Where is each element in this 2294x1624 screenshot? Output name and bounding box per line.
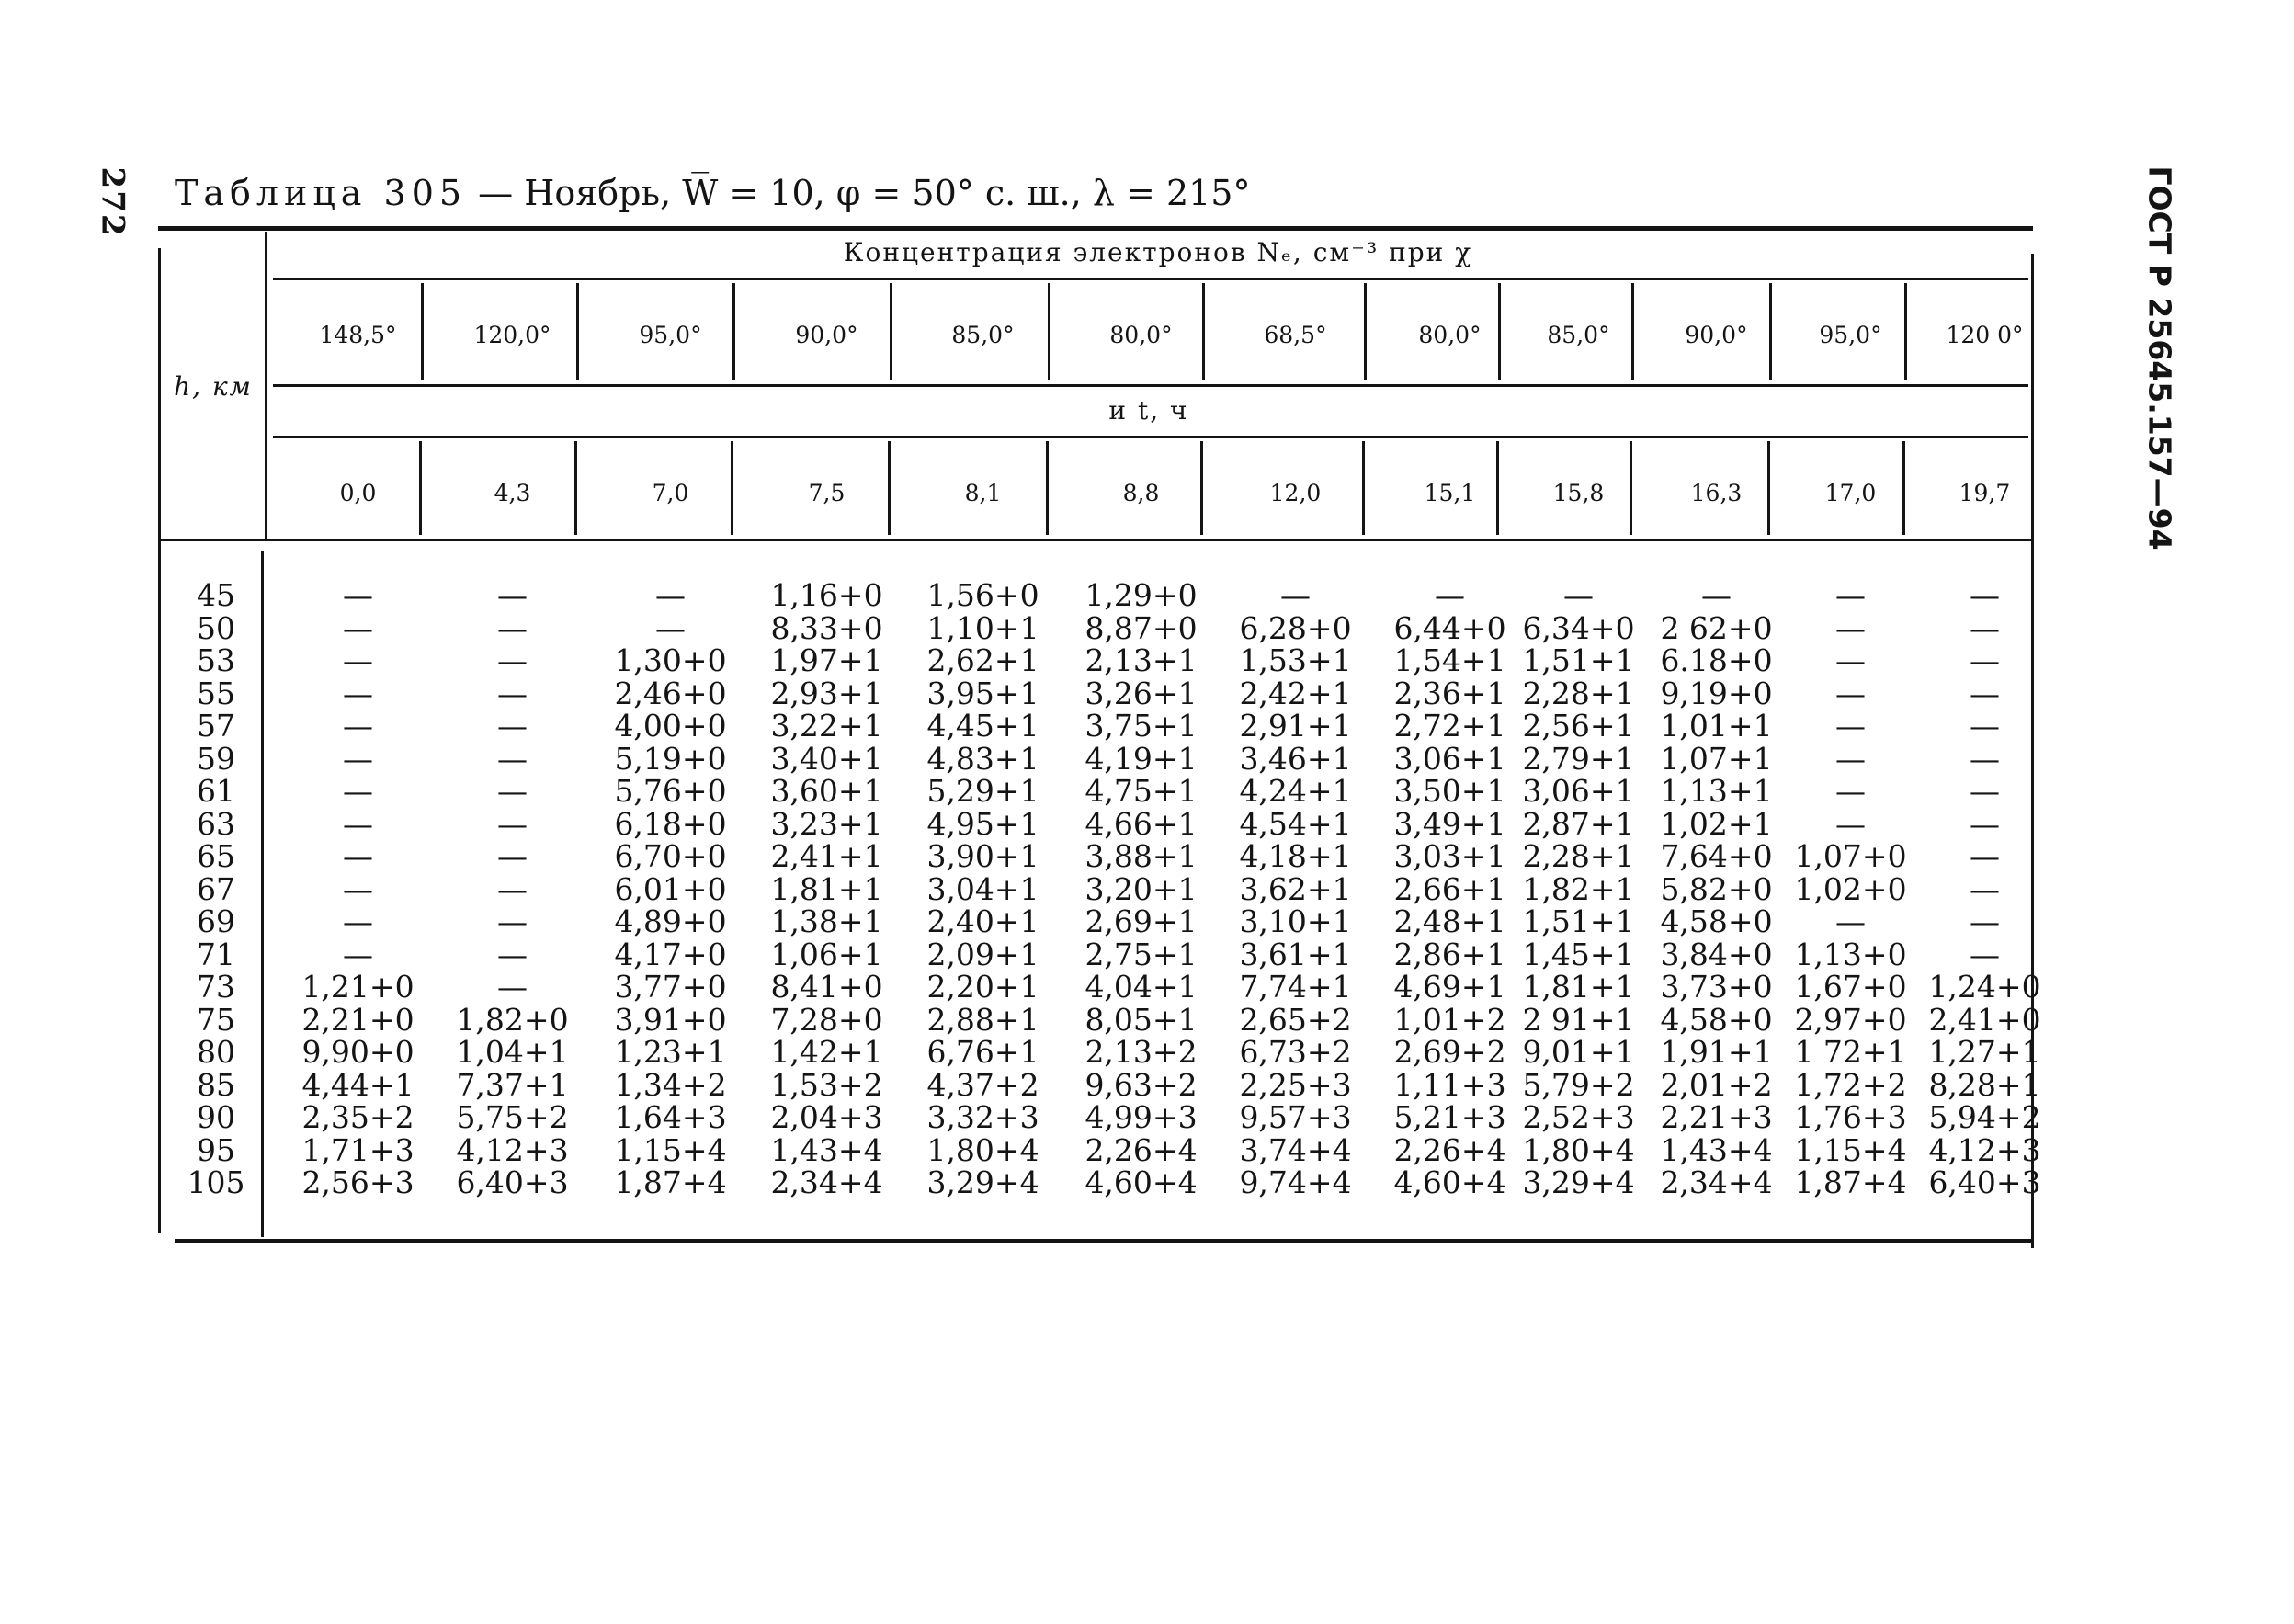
table-cell: 3,60+1 xyxy=(770,773,883,809)
bottom-rule xyxy=(175,1239,2033,1243)
table-cell: 7,28+0 xyxy=(770,1001,883,1038)
height-cell: 45 xyxy=(197,577,235,613)
table-cell: — xyxy=(497,805,528,842)
table-cell: — xyxy=(1970,838,2000,874)
table-cell: 2,04+3 xyxy=(770,1099,883,1135)
table-cell: 5,19+0 xyxy=(614,740,727,777)
table-cell: 6,40+3 xyxy=(456,1164,569,1200)
table-cell: 3,46+1 xyxy=(1239,740,1352,777)
table-cell: 1,23+1 xyxy=(614,1034,727,1070)
document-code: ГОСТ Р 25645.157—94 xyxy=(2141,165,2178,551)
table-cell: 4,44+1 xyxy=(301,1066,415,1103)
table-cell: 9,74+4 xyxy=(1239,1164,1352,1200)
table-cell: 2,97+0 xyxy=(1794,1001,1907,1038)
table-cell: 1,67+0 xyxy=(1794,969,1907,1005)
table-cell: 4,12+3 xyxy=(1928,1131,2041,1168)
time-header-rule-top xyxy=(273,384,2028,387)
table-cell: — xyxy=(343,838,373,874)
table-title-label: Таблица 305 xyxy=(175,173,468,213)
table-cell: 4,24+1 xyxy=(1239,773,1352,809)
table-cell: 1,56+0 xyxy=(926,577,1039,613)
table-cell: 1,87+4 xyxy=(1794,1164,1907,1200)
table-cell: 8,87+0 xyxy=(1085,609,1198,646)
table-cell: 1,29+0 xyxy=(1085,577,1198,613)
table-cell: — xyxy=(497,609,528,646)
table-cell: 9,57+3 xyxy=(1239,1099,1352,1135)
table-cell: 1,80+4 xyxy=(1522,1131,1635,1168)
table-cell: — xyxy=(1563,577,1594,613)
table-cell: 1,71+3 xyxy=(301,1131,415,1168)
t-header-cell: 12,0 xyxy=(1269,480,1322,506)
table-cell: 5,82+0 xyxy=(1660,870,1773,907)
table-cell: — xyxy=(497,740,528,777)
table-cell: 4,58+0 xyxy=(1660,903,1773,939)
table-cell: — xyxy=(497,903,528,939)
table-cell: — xyxy=(497,773,528,809)
table-cell: 2,79+1 xyxy=(1522,740,1635,777)
table-cell: 2,93+1 xyxy=(770,675,883,711)
height-cell: 75 xyxy=(197,1001,235,1038)
table-cell: — xyxy=(1435,577,1465,613)
table-cell: 1,53+2 xyxy=(770,1066,883,1103)
table-cell: — xyxy=(1970,773,2000,809)
table-cell: 3,06+1 xyxy=(1522,773,1635,809)
table-cell: 1,02+0 xyxy=(1794,870,1907,907)
table-cell: — xyxy=(1835,805,1866,842)
table-cell: 2,56+3 xyxy=(301,1164,415,1200)
chi-header-cell: 80,0° xyxy=(1418,322,1482,348)
table-cell: 3,03+1 xyxy=(1393,838,1506,874)
table-cell: 4,18+1 xyxy=(1239,838,1352,874)
table-cell: 1,51+1 xyxy=(1522,642,1635,678)
time-header-rule-bottom xyxy=(273,436,2028,438)
table-cell: 1,97+1 xyxy=(770,642,883,678)
table-cell: 1,27+1 xyxy=(1928,1034,2041,1070)
chi-header-cell: 95,0° xyxy=(639,322,702,348)
table-cell: 2,86+1 xyxy=(1393,936,1506,972)
table-cell: 1,64+3 xyxy=(614,1099,727,1135)
table-cell: 2,13+2 xyxy=(1085,1034,1198,1070)
table-cell: 4,37+2 xyxy=(926,1066,1039,1103)
table-cell: 4,60+4 xyxy=(1393,1164,1506,1200)
table-cell: — xyxy=(497,642,528,678)
chi-header-cell: 80,0° xyxy=(1109,322,1173,348)
chi-header-cell: 120 0° xyxy=(1946,322,2024,348)
table-cell: 1,42+1 xyxy=(770,1034,883,1070)
table-cell: 2,26+4 xyxy=(1085,1131,1198,1168)
table-cell: 4,19+1 xyxy=(1085,740,1198,777)
table-cell: 3,61+1 xyxy=(1239,936,1352,972)
chi-header-cell: 85,0° xyxy=(1547,322,1610,348)
table-cell: 3,73+0 xyxy=(1660,969,1773,1005)
table-cell: — xyxy=(343,773,373,809)
height-cell: 67 xyxy=(197,870,235,907)
top-rule xyxy=(158,226,2033,231)
height-cell: 55 xyxy=(197,675,235,711)
table-cell: 3,06+1 xyxy=(1393,740,1506,777)
table-cell: 3,26+1 xyxy=(1085,675,1198,711)
height-cell: 95 xyxy=(197,1131,235,1168)
table-cell: — xyxy=(1970,740,2000,777)
table-cell: 2,41+0 xyxy=(1928,1001,2041,1038)
table-cell: 6,28+0 xyxy=(1239,609,1352,646)
left-frame-line xyxy=(158,248,161,1233)
table-cell: 1,07+1 xyxy=(1660,740,1773,777)
table-cell: — xyxy=(655,577,686,613)
table-cell: — xyxy=(1970,675,2000,711)
height-cell: 73 xyxy=(197,969,235,1005)
table-cell: 1,38+1 xyxy=(770,903,883,939)
table-title xyxy=(175,173,1250,213)
table-cell: 1,34+2 xyxy=(614,1066,727,1103)
table-cell: 1,01+1 xyxy=(1660,708,1773,744)
table-cell: 3,77+0 xyxy=(614,969,727,1005)
table-cell: 1,13+0 xyxy=(1794,936,1907,972)
table-cell: — xyxy=(497,936,528,972)
height-cell: 65 xyxy=(197,838,235,874)
table-cell: 5,94+2 xyxy=(1928,1099,2041,1135)
table-cell: — xyxy=(343,708,373,744)
table-cell: 6,73+2 xyxy=(1239,1034,1352,1070)
table-cell: 2,87+1 xyxy=(1522,805,1635,842)
table-cell: 4,69+1 xyxy=(1393,969,1506,1005)
height-cell: 53 xyxy=(197,642,235,678)
table-cell: 5,75+2 xyxy=(456,1099,569,1135)
table-cell: 2,69+1 xyxy=(1085,903,1198,939)
table-cell: 2,62+1 xyxy=(926,642,1039,678)
table-cell: 1,02+1 xyxy=(1660,805,1773,842)
table-cell: — xyxy=(497,838,528,874)
table-cell: — xyxy=(1280,577,1311,613)
table-cell: 6,34+0 xyxy=(1522,609,1635,646)
page-number: 272 xyxy=(94,166,131,238)
table-cell: 2,09+1 xyxy=(926,936,1039,972)
table-cell: 3,62+1 xyxy=(1239,870,1352,907)
table-cell: — xyxy=(1970,870,2000,907)
table-cell: 2,52+3 xyxy=(1522,1099,1635,1135)
table-cell: 1,15+4 xyxy=(614,1131,727,1168)
height-cell: 57 xyxy=(197,708,235,744)
table-cell: 1,72+2 xyxy=(1794,1066,1907,1103)
table-cell: 3,32+3 xyxy=(926,1099,1039,1135)
table-cell: 4,99+3 xyxy=(1085,1099,1198,1135)
t-header-cell: 16,3 xyxy=(1690,480,1743,506)
table-cell: — xyxy=(1835,903,1866,939)
table-cell: 4,89+0 xyxy=(614,903,727,939)
table-cell: — xyxy=(343,577,373,613)
table-cell: 1,06+1 xyxy=(770,936,883,972)
table-cell: 4,54+1 xyxy=(1239,805,1352,842)
table-cell: 5,29+1 xyxy=(926,773,1039,809)
chi-header-cell: 68,5° xyxy=(1264,322,1327,348)
table-cell: 2,21+3 xyxy=(1660,1099,1773,1135)
height-column-divider-body xyxy=(261,551,264,1237)
table-cell: 2,72+1 xyxy=(1393,708,1506,744)
table-cell: 2,34+4 xyxy=(1660,1164,1773,1200)
table-cell: 1,76+3 xyxy=(1794,1099,1907,1135)
table-cell: 6,40+3 xyxy=(1928,1164,2041,1200)
concentration-header: Концентрация электронов Nₑ, см⁻³ при χ xyxy=(843,237,1473,267)
table-cell: 1,53+1 xyxy=(1239,642,1352,678)
table-cell: — xyxy=(1835,609,1866,646)
table-cell: — xyxy=(343,609,373,646)
table-cell: 1,10+1 xyxy=(926,609,1039,646)
table-cell: 9,90+0 xyxy=(301,1034,415,1070)
table-cell: 9,19+0 xyxy=(1660,675,1773,711)
table-cell: 6,01+0 xyxy=(614,870,727,907)
height-cell: 85 xyxy=(197,1066,235,1103)
height-cell: 50 xyxy=(197,609,235,646)
table-cell: 1,43+4 xyxy=(1660,1131,1773,1168)
table-cell: 2,75+1 xyxy=(1085,936,1198,972)
chi-header-cell: 120,0° xyxy=(473,322,551,348)
t-header-cell: 7,5 xyxy=(808,480,846,506)
table-cell: 7,64+0 xyxy=(1660,838,1773,874)
t-header-cell: 7,0 xyxy=(652,480,689,506)
table-cell: 1,01+2 xyxy=(1393,1001,1506,1038)
table-cell: 4,12+3 xyxy=(456,1131,569,1168)
table-cell: 3,04+1 xyxy=(926,870,1039,907)
table-cell: 2,42+1 xyxy=(1239,675,1352,711)
table-cell: 1,11+3 xyxy=(1393,1066,1506,1103)
table-cell: — xyxy=(1970,577,2000,613)
table-cell: 5,21+3 xyxy=(1393,1099,1506,1135)
table-cell: — xyxy=(343,805,373,842)
table-cell: 1,54+1 xyxy=(1393,642,1506,678)
chi-header-cell: 90,0° xyxy=(795,322,858,348)
table-cell: 8,33+0 xyxy=(770,609,883,646)
table-cell: 3,75+1 xyxy=(1085,708,1198,744)
chi-header-rule xyxy=(273,278,2028,280)
table-cell: 1,15+4 xyxy=(1794,1131,1907,1168)
table-cell: 2 62+0 xyxy=(1660,609,1773,646)
table-cell: — xyxy=(1835,675,1866,711)
height-cell: 59 xyxy=(197,740,235,777)
table-cell: 9,63+2 xyxy=(1085,1066,1198,1103)
table-cell: 2,28+1 xyxy=(1522,838,1635,874)
table-cell: 2,35+2 xyxy=(301,1099,415,1135)
table-cell: 1,82+1 xyxy=(1522,870,1635,907)
chi-header-cell: 90,0° xyxy=(1685,322,1748,348)
table-cell: — xyxy=(1970,609,2000,646)
height-cell: 63 xyxy=(197,805,235,842)
height-cell: 61 xyxy=(197,773,235,809)
table-cell: — xyxy=(343,642,373,678)
table-cell: 3,95+1 xyxy=(926,675,1039,711)
table-cell: — xyxy=(343,740,373,777)
table-cell: 2,13+1 xyxy=(1085,642,1198,678)
table-cell: 4,17+0 xyxy=(614,936,727,972)
table-cell: 8,28+1 xyxy=(1928,1066,2041,1103)
table-cell: 2,65+2 xyxy=(1239,1001,1352,1038)
table-cell: — xyxy=(497,708,528,744)
height-cell: 71 xyxy=(197,936,235,972)
table-cell: — xyxy=(1835,773,1866,809)
table-cell: 2,40+1 xyxy=(926,903,1039,939)
table-cell: 7,37+1 xyxy=(456,1066,569,1103)
table-cell: 2,28+1 xyxy=(1522,675,1635,711)
table-cell: — xyxy=(497,675,528,711)
table-cell: 3,91+0 xyxy=(614,1001,727,1038)
table-cell: 3,84+0 xyxy=(1660,936,1773,972)
table-cell: 2,91+1 xyxy=(1239,708,1352,744)
table-cell: 3,22+1 xyxy=(770,708,883,744)
table-cell: 6,18+0 xyxy=(614,805,727,842)
table-cell: — xyxy=(1701,577,1732,613)
header-bottom-rule xyxy=(158,539,2033,541)
table-cell: 2,56+1 xyxy=(1522,708,1635,744)
table-cell: — xyxy=(1835,708,1866,744)
table-cell: 7,74+1 xyxy=(1239,969,1352,1005)
table-cell: 2,48+1 xyxy=(1393,903,1506,939)
table-cell: 9,01+1 xyxy=(1522,1034,1635,1070)
table-cell: 2,21+0 xyxy=(301,1001,415,1038)
table-cell: 2,41+1 xyxy=(770,838,883,874)
table-cell: 1,51+1 xyxy=(1522,903,1635,939)
time-header: и t, ч xyxy=(1108,395,1189,426)
table-cell: — xyxy=(1835,642,1866,678)
table-cell: — xyxy=(655,609,686,646)
table-cell: 4,75+1 xyxy=(1085,773,1198,809)
table-cell: 2,46+0 xyxy=(614,675,727,711)
height-cell: 69 xyxy=(197,903,235,939)
table-cell: 6,70+0 xyxy=(614,838,727,874)
table-cell: 2,26+4 xyxy=(1393,1131,1506,1168)
table-cell: 3,10+1 xyxy=(1239,903,1352,939)
table-cell: 1,21+0 xyxy=(301,969,415,1005)
table-cell: 4,04+1 xyxy=(1085,969,1198,1005)
table-cell: 3,49+1 xyxy=(1393,805,1506,842)
table-cell: — xyxy=(1970,903,2000,939)
table-cell: 1,04+1 xyxy=(456,1034,569,1070)
table-cell: 3,40+1 xyxy=(770,740,883,777)
chi-header-cell: 85,0° xyxy=(951,322,1015,348)
table-cell: 1,07+0 xyxy=(1794,838,1907,874)
height-header: h, км xyxy=(174,371,253,402)
t-header-cell: 0,0 xyxy=(339,480,377,506)
t-header-cell: 4,3 xyxy=(494,480,531,506)
table-cell: 1,91+1 xyxy=(1660,1034,1773,1070)
table-cell: 3,88+1 xyxy=(1085,838,1198,874)
table-cell: 1,24+0 xyxy=(1928,969,2041,1005)
table-cell: — xyxy=(1970,708,2000,744)
table-cell: 6.18+0 xyxy=(1660,642,1773,678)
table-cell: 3,50+1 xyxy=(1393,773,1506,809)
table-cell: 2,88+1 xyxy=(926,1001,1039,1038)
chi-header-cell: 148,5° xyxy=(319,322,397,348)
height-cell: 105 xyxy=(187,1164,245,1200)
table-cell: 1,81+1 xyxy=(1522,969,1635,1005)
table-cell: 5,79+2 xyxy=(1522,1066,1635,1103)
table-cell: — xyxy=(1970,642,2000,678)
chi-header-cell: 95,0° xyxy=(1819,322,1882,348)
table-cell: — xyxy=(1970,805,2000,842)
table-cell: 4,60+4 xyxy=(1085,1164,1198,1200)
table-cell: 3,20+1 xyxy=(1085,870,1198,907)
table-cell: 4,66+1 xyxy=(1085,805,1198,842)
table-cell: 2,25+3 xyxy=(1239,1066,1352,1103)
table-cell: 2,36+1 xyxy=(1393,675,1506,711)
height-column-divider-top xyxy=(265,232,267,539)
table-cell: 2 91+1 xyxy=(1522,1001,1635,1038)
t-header-cell: 8,8 xyxy=(1122,480,1160,506)
table-cell: — xyxy=(343,870,373,907)
t-header-cell: 15,1 xyxy=(1424,480,1476,506)
table-cell: 4,45+1 xyxy=(926,708,1039,744)
table-cell: 8,41+0 xyxy=(770,969,883,1005)
table-cell: — xyxy=(343,936,373,972)
table-cell: — xyxy=(343,675,373,711)
table-cell: 1,30+0 xyxy=(614,642,727,678)
table-cell: 4,00+0 xyxy=(614,708,727,744)
table-cell: — xyxy=(1835,577,1866,613)
table-cell: 6,76+1 xyxy=(926,1034,1039,1070)
table-cell: — xyxy=(497,870,528,907)
table-cell: 8,05+1 xyxy=(1085,1001,1198,1038)
table-cell: 4,95+1 xyxy=(926,805,1039,842)
table-cell: 1,43+4 xyxy=(770,1131,883,1168)
table-cell: 2,01+2 xyxy=(1660,1066,1773,1103)
table-cell: 1,16+0 xyxy=(770,577,883,613)
table-cell: 3,23+1 xyxy=(770,805,883,842)
table-cell: 5,76+0 xyxy=(614,773,727,809)
table-cell: 2,34+4 xyxy=(770,1164,883,1200)
table-cell: 4,83+1 xyxy=(926,740,1039,777)
table-cell: 1,82+0 xyxy=(456,1001,569,1038)
table-cell: — xyxy=(497,969,528,1005)
t-header-cell: 19,7 xyxy=(1959,480,2011,506)
table-cell: 1,80+4 xyxy=(926,1131,1039,1168)
table-cell: 1,13+1 xyxy=(1660,773,1773,809)
height-cell: 80 xyxy=(197,1034,235,1070)
table-cell: 1 72+1 xyxy=(1794,1034,1907,1070)
table-cell: — xyxy=(1835,740,1866,777)
table-cell: 3,74+4 xyxy=(1239,1131,1352,1168)
t-header-cell: 15,8 xyxy=(1552,480,1605,506)
table-cell: 1,45+1 xyxy=(1522,936,1635,972)
table-cell: 1,87+4 xyxy=(614,1164,727,1200)
t-header-cell: 8,1 xyxy=(964,480,1002,506)
table-cell: — xyxy=(1970,936,2000,972)
table-cell: — xyxy=(497,577,528,613)
table-cell: 2,66+1 xyxy=(1393,870,1506,907)
table-cell: 2,69+2 xyxy=(1393,1034,1506,1070)
table-cell: — xyxy=(343,903,373,939)
table-cell: 3,29+4 xyxy=(926,1164,1039,1200)
table-cell: 4,58+0 xyxy=(1660,1001,1773,1038)
height-cell: 90 xyxy=(197,1099,235,1135)
table-cell: 1,81+1 xyxy=(770,870,883,907)
table-cell: 3,29+4 xyxy=(1522,1164,1635,1200)
table-cell: 3,90+1 xyxy=(926,838,1039,874)
table-title-text: — Ноябрь, W̅ = 10, φ = 50° с. ш., λ = 215° xyxy=(467,173,1251,213)
table-cell: 2,20+1 xyxy=(926,969,1039,1005)
t-header-cell: 17,0 xyxy=(1824,480,1877,506)
table-cell: 6,44+0 xyxy=(1393,609,1506,646)
